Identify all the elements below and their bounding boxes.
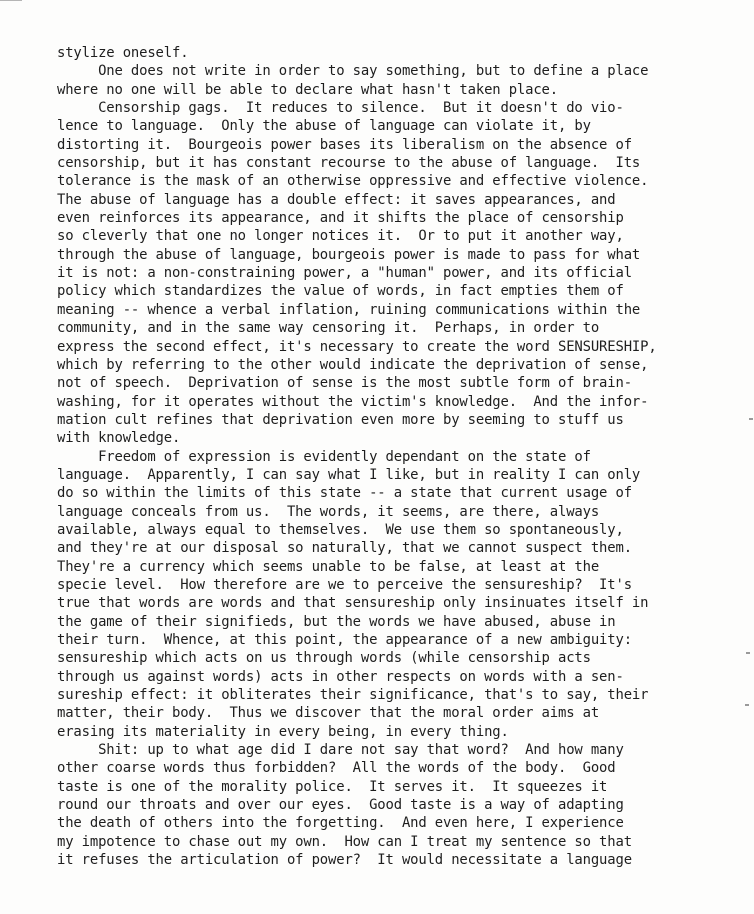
text-line: community, and in the same way censoring it. Perhaps, in order to	[57, 320, 600, 337]
text-line: true that words are words and that sensureship only insinuates itself in	[57, 595, 649, 612]
text-line: it is not: a non-constraining power, a "human" power, and its official	[57, 265, 632, 282]
text-line: other coarse words thus forbidden? All the words of the body. Good	[57, 760, 616, 777]
text-line: One does not write in order to say something, but to define a place	[57, 63, 649, 80]
text-line: express the second effect, it's necessary to create the word SENSURESHIP,	[57, 338, 657, 355]
text-line: mation cult refines that deprivation even more by seeming to stuff us	[57, 411, 624, 428]
scan-margin-mark	[749, 418, 753, 420]
text-line: taste is one of the morality police. It serves it. It squeezes it	[57, 778, 608, 795]
text-line: where no one will be able to declare what hasn't taken place.	[57, 81, 558, 98]
text-line: through us against words) acts in other respects on words with a sen-	[57, 668, 624, 685]
text-line: They're a currency which seems unable to be false, at least at the	[57, 558, 600, 575]
text-line: do so within the limits of this state -- a state that current usage of	[57, 485, 632, 502]
text-line: erasing its materiality in every being, in every thing.	[57, 723, 509, 740]
text-line: the death of others into the forgetting. And even here, I experience	[57, 815, 624, 832]
text-line: with knowledge.	[57, 430, 181, 447]
text-line: matter, their body. Thus we discover that the moral order aims at	[57, 705, 600, 722]
text-line: distorting it. Bourgeois power bases its liberalism on the absence of	[57, 136, 632, 153]
text-line: specie level. How therefore are we to perceive the sensureship? It's	[57, 576, 632, 593]
text-line: my impotence to chase out my own. How can I treat my sentence so that	[57, 833, 632, 850]
scan-corner-mark	[0, 0, 22, 4]
text-line: sureship effect: it obliterates their significance, that's to say, their	[57, 687, 649, 704]
text-line: Shit: up to what age did I dare not say that word? And how many	[57, 742, 624, 759]
text-line: and they're at our disposal so naturally, that we cannot suspect them.	[57, 540, 632, 557]
text-line: language conceals from us. The words, it seems, are there, always	[57, 503, 600, 520]
text-line: not of speech. Deprivation of sense is the most subtle form of brain-	[57, 375, 632, 392]
text-line: The abuse of language has a double effect: it saves appearances, and	[57, 191, 616, 208]
text-line: through the abuse of language, bourgeois power is made to pass for what	[57, 246, 641, 263]
text-line: their turn. Whence, at this point, the appearance of a new ambiguity:	[57, 632, 632, 648]
text-line: washing, for it operates without the victim's knowledge. And the infor-	[57, 393, 649, 410]
text-line: tolerance is the mask of an otherwise oppressive and effective violence.	[57, 173, 649, 190]
body-text	[57, 44, 747, 869]
text-line: so cleverly that one no longer notices it. Or to put it another way,	[57, 228, 624, 245]
text-line: policy which standardizes the value of words, in fact empties them of	[57, 283, 624, 300]
text-line: available, always equal to themselves. We use them so spontaneously,	[57, 521, 624, 538]
text-line: which by referring to the other would indicate the deprivation of sense,	[57, 356, 649, 373]
text-line: censorship, but it has constant recourse to the abuse of language. Its	[57, 155, 641, 172]
text-line: lence to language. Only the abuse of language can violate it, by	[57, 118, 591, 135]
text-line: sensureship which acts on us through words (while censorship acts	[57, 650, 591, 667]
text-line: Freedom of expression is evidently dependant on the state of	[57, 448, 591, 465]
text-line: it refuses the articulation of power? It would necessitate a language	[57, 852, 632, 869]
text-line: Censorship gags. It reduces to silence. But it doesn't do vio-	[57, 100, 624, 117]
text-line: the game of their signifieds, but the words we have abused, abuse in	[57, 613, 616, 630]
text-line: round our throats and over our eyes. Good taste is a way of adapting	[57, 797, 624, 814]
text-line: stylize oneself.	[57, 45, 189, 61]
text-line: even reinforces its appearance, and it shifts the place of censorship	[57, 210, 624, 227]
text-line: language. Apparently, I can say what I like, but in reality I can only	[57, 466, 641, 483]
text-line: meaning -- whence a verbal inflation, ruining communications within the	[57, 301, 641, 318]
